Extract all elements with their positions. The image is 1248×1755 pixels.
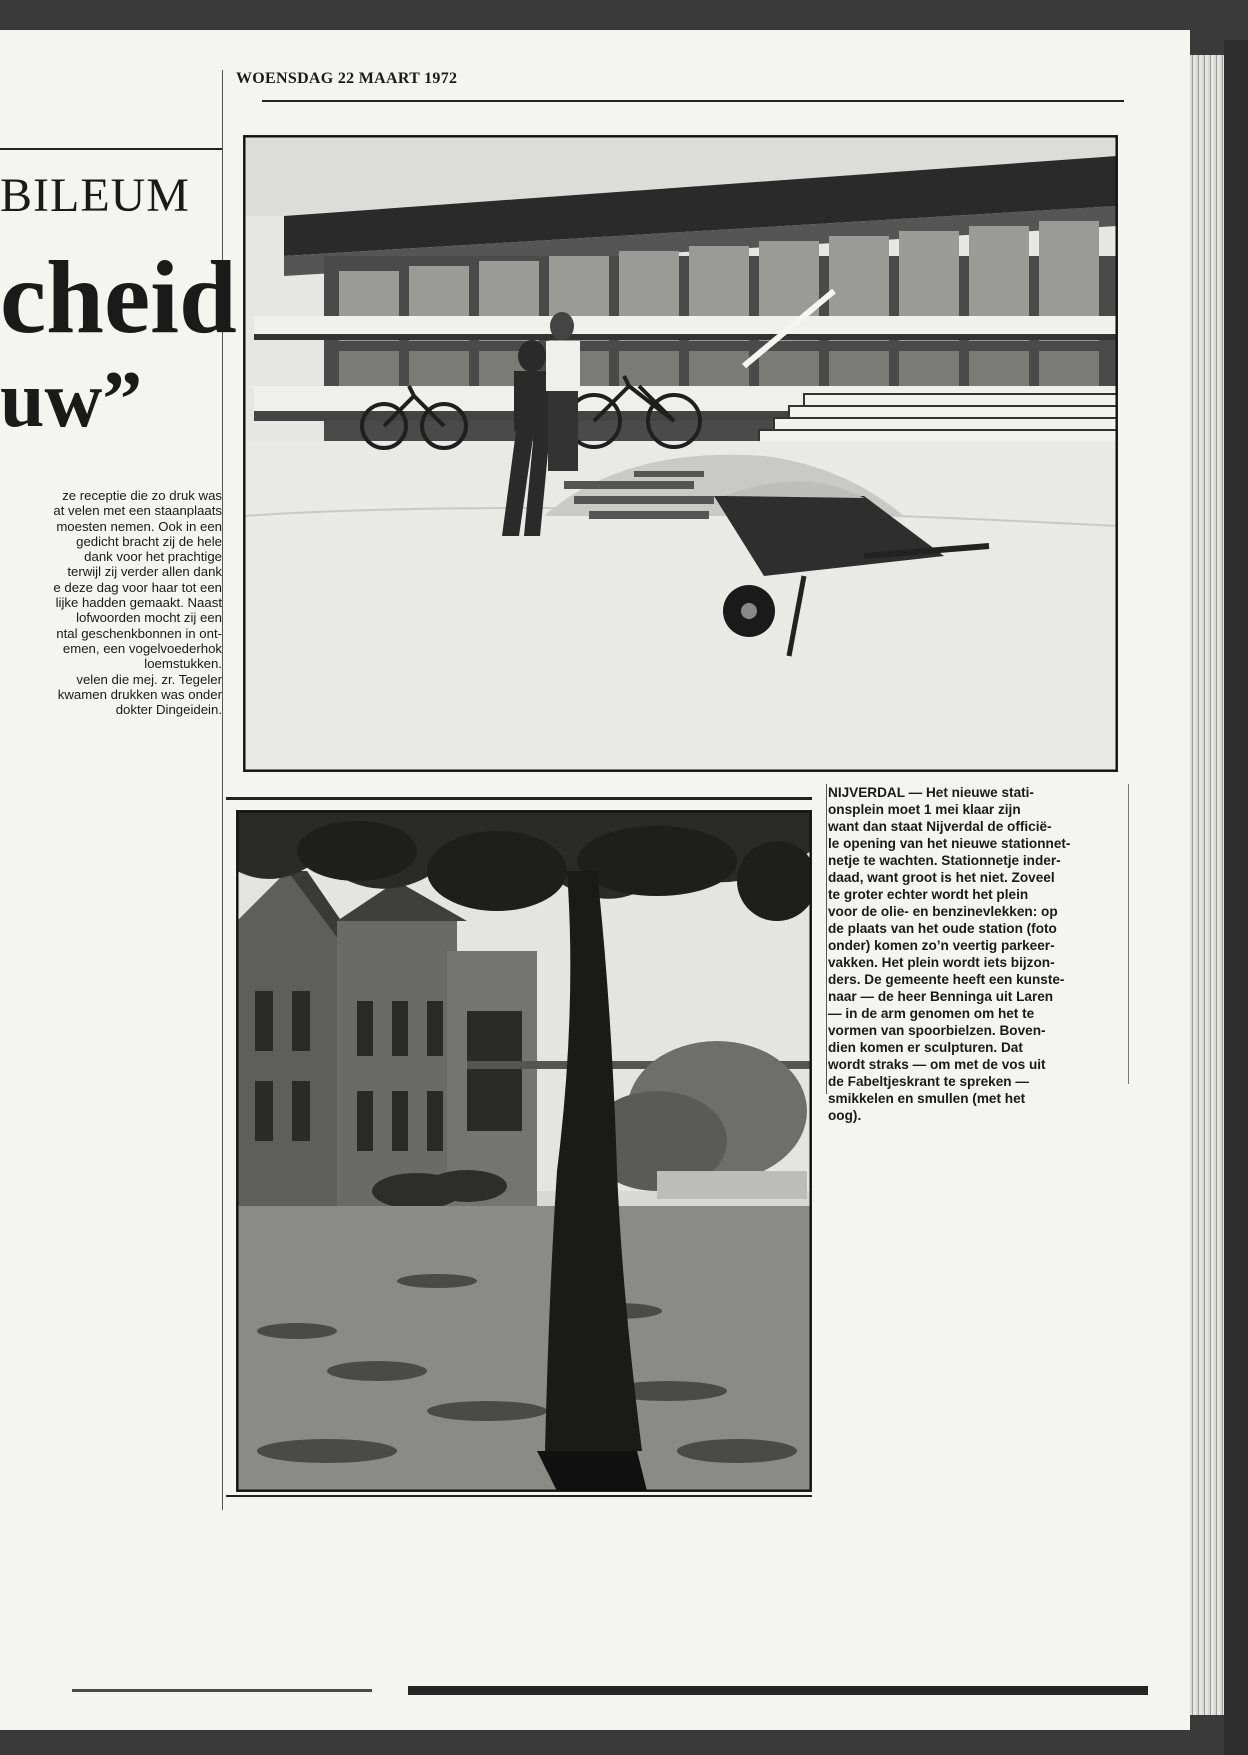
body-line: velen die mej. zr. Tegeler [76,671,222,687]
caption-line: vormen van spoorbielzen. Boven- [828,1023,1046,1038]
left-article-rule [0,148,222,150]
body-line: e deze dag voor haar tot een [53,579,222,595]
caption-line: — in de arm genomen om het te [828,1006,1035,1021]
caption-line: naar — de heer Benninga uit Laren [828,989,1054,1004]
footer-rule [408,1686,1148,1695]
body-line: loemstukken. [144,656,222,672]
body-line: kwamen drukken was onder [57,686,222,702]
caption-line: de plaats van het oude station (foto [828,921,1057,936]
photo-old-station [236,810,812,1492]
photo-old-station-image [237,811,811,1491]
header-rule [262,100,1124,102]
body-line: at velen met een staanplaats [53,503,222,519]
caption-line: oog). [828,1108,862,1123]
photo-new-station-image [244,136,1117,771]
body-line: emen, een vogelvoederhok [62,640,222,656]
caption-line: vakken. Het plein wordt iets bijzon- [828,955,1055,970]
caption-rule-right [1128,784,1129,1084]
caption-line: wordt straks — om met de vos uit [828,1057,1046,1072]
body-line: gedicht bracht zij de hele [76,533,222,549]
caption-line: NIJVERDAL — Het nieuwe stati- [828,785,1034,800]
caption-rule-left [826,784,827,1094]
body-line: ze receptie die zo druk was [62,488,222,503]
caption-line: le opening van het nieuwe stationnet- [828,836,1071,851]
caption-line: want dan staat Nijverdal de officië- [828,819,1052,834]
caption-line: onder) komen zo’n veertig parkeer- [828,938,1055,953]
left-article-headline-line2: uw” [0,356,143,444]
left-article-body [0,488,222,717]
body-line: dank voor het prachtige [84,549,222,565]
dateline: WOENSDAG 22 MAART 1972 [236,70,458,87]
body-line: ntal geschenkbonnen in ont- [56,625,222,641]
caption-line: dien komen er sculpturen. Dat [828,1040,1023,1055]
caption-line: onsplein moet 1 mei klaar zijn [828,802,1021,817]
body-line: moesten nemen. Ook in een [56,518,222,534]
body-line: lijke hadden gemaakt. Naast [55,595,222,611]
caption-line: netje te wachten. Stationnetje inder- [828,853,1061,868]
photo-caption [828,784,1128,1124]
photo-frame-bottom [226,1495,812,1497]
caption-line: smikkelen en smullen (met het [828,1091,1026,1106]
caption-line: daad, want groot is het niet. Zoveel [828,870,1055,885]
body-line: lofwoorden mocht zij een [76,610,222,626]
page-edge [1190,55,1224,1715]
caption-line: voor de olie- en benzinevlekken: op [828,904,1058,919]
photo-new-station [243,135,1118,772]
left-article-kicker: BILEUM [0,169,190,222]
body-line: dokter Dingeidein. [115,702,222,718]
footer-rule-left [72,1689,372,1692]
caption-line: de Fabeltjeskrant te spreken — [828,1074,1029,1089]
caption-line: ders. De gemeente heeft een kunste- [828,972,1065,987]
scan-border [1224,40,1248,1755]
body-line: terwijl zij verder allen dank [67,564,222,580]
photo-frame-top [226,797,812,800]
caption-line: te groter echter wordt het plein [828,887,1029,902]
left-article-headline: cheid [0,240,237,355]
